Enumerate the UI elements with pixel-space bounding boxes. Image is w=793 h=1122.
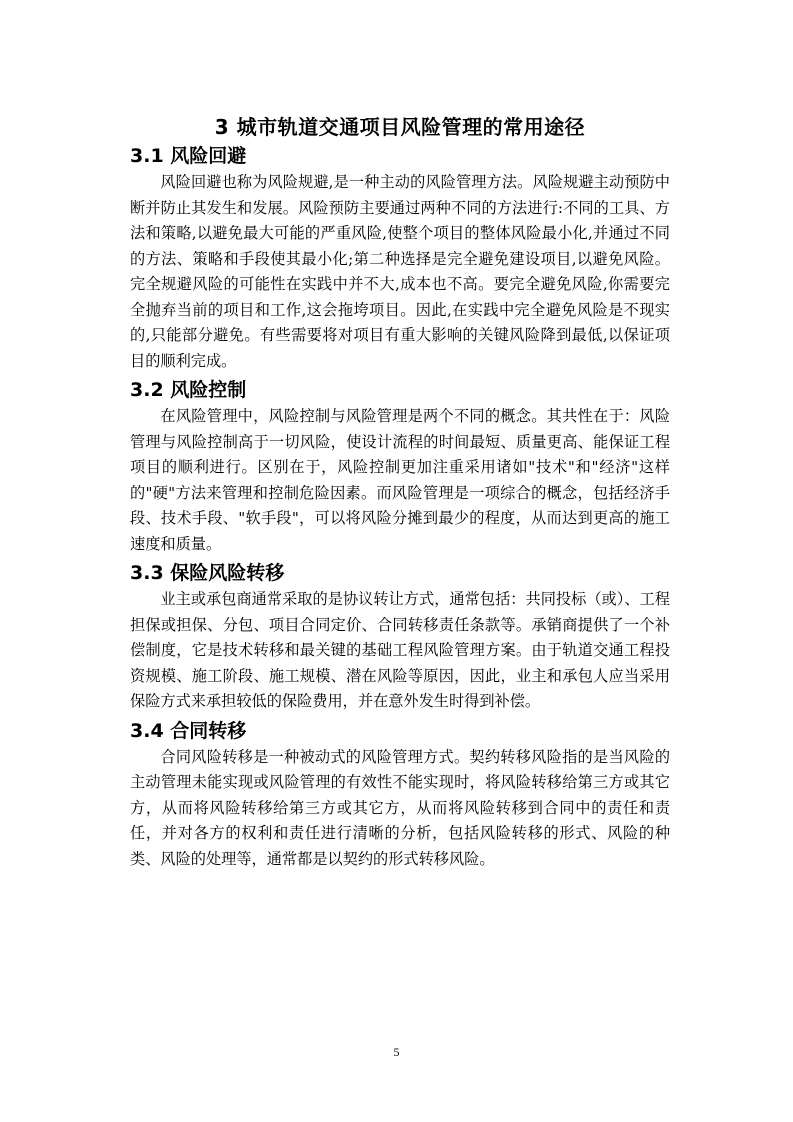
section-paragraph: 合同风险转移是一种被动式的风险管理方式。契约转移风险指的是当风险的主动管理未能实现或风险管理的有效性不能实现时，将风险转移给第三方或其它方，从而将风险转移给第三方或其它方，从而将风险转移到合同中的责任和责任，并对各方的权利和责任进行清晰的分析，包括风险转移的形式、风险的种类、风险的处理等，通常都是以契约的形式转移风险。	[130, 747, 670, 868]
section-heading: 3.4 合同转移	[130, 719, 247, 742]
section-heading: 3.2 风险控制	[130, 379, 247, 401]
section-3-2	[130, 376, 670, 557]
page-number: 5	[393, 1045, 400, 1059]
section-paragraph: 风险回避也称为风险规避,是一种主动的风险管理方法。风险规避主动预防中断并防止其发生和发展。风险预防主要通过两种不同的方法进行:不同的工具、方法和策略,以避免最大可能的严重风险,使整个项目的整体风险最小化,并通过不同的方法、策略和手段使其最小化;第二种选择是完全避免建设项目,以避免风险。完全规避风险的可能性在实践中并不大,成本也不高。要完全避免风险,你需要完全抛弃当前的项目和工作,这会拖垮项目。因此,在实践中完全避免风险是不现实的,只能部分避免。有些需要将对项目有重大影响的关键风险降到最低,以保证项目的顺利完成。	[130, 173, 670, 370]
section-heading: 3.3 保险风险转移	[130, 562, 285, 584]
section-3-4	[130, 717, 670, 873]
section-paragraph: 在风险管理中，风险控制与风险管理是两个不同的概念。其共性在于：风险管理与风险控制高于一切风险，使设计流程的时间最短、质量更高、能保证工程项目的顺利进行。区别在于，风险控制更加注重采用诸如"技术"和"经济"这样的"硬"方法来管理和控制危险因素。而风险管理是一项综合的概念，包括经济手段、技术手段、"软手段"，可以将风险分摊到最少的程度，从而达到更高的施工速度和质量。	[130, 407, 670, 553]
section-3-1	[130, 142, 670, 374]
section-paragraph: 业主或承包商通常采取的是协议转让方式，通常包括：共同投标（或）、工程担保或担保、分包、项目合同定价、合同转移责任条款等。承销商提供了一个补偿制度，它是技术转移和最关键的基础工程风险管理方案。由于轨道交通工程投资规模、施工阶段、施工规模、潜在风险等原因，因此，业主和承包人应当采用保险方式来承担较低的保险费用，并在意外发生时得到补偿。	[130, 590, 670, 710]
document-page	[130, 112, 670, 874]
section-3-3	[130, 559, 670, 715]
chapter-title: 3 城市轨道交通项目风险管理的常用途径	[214, 115, 586, 139]
section-heading: 3.1 风险回避	[130, 145, 247, 167]
